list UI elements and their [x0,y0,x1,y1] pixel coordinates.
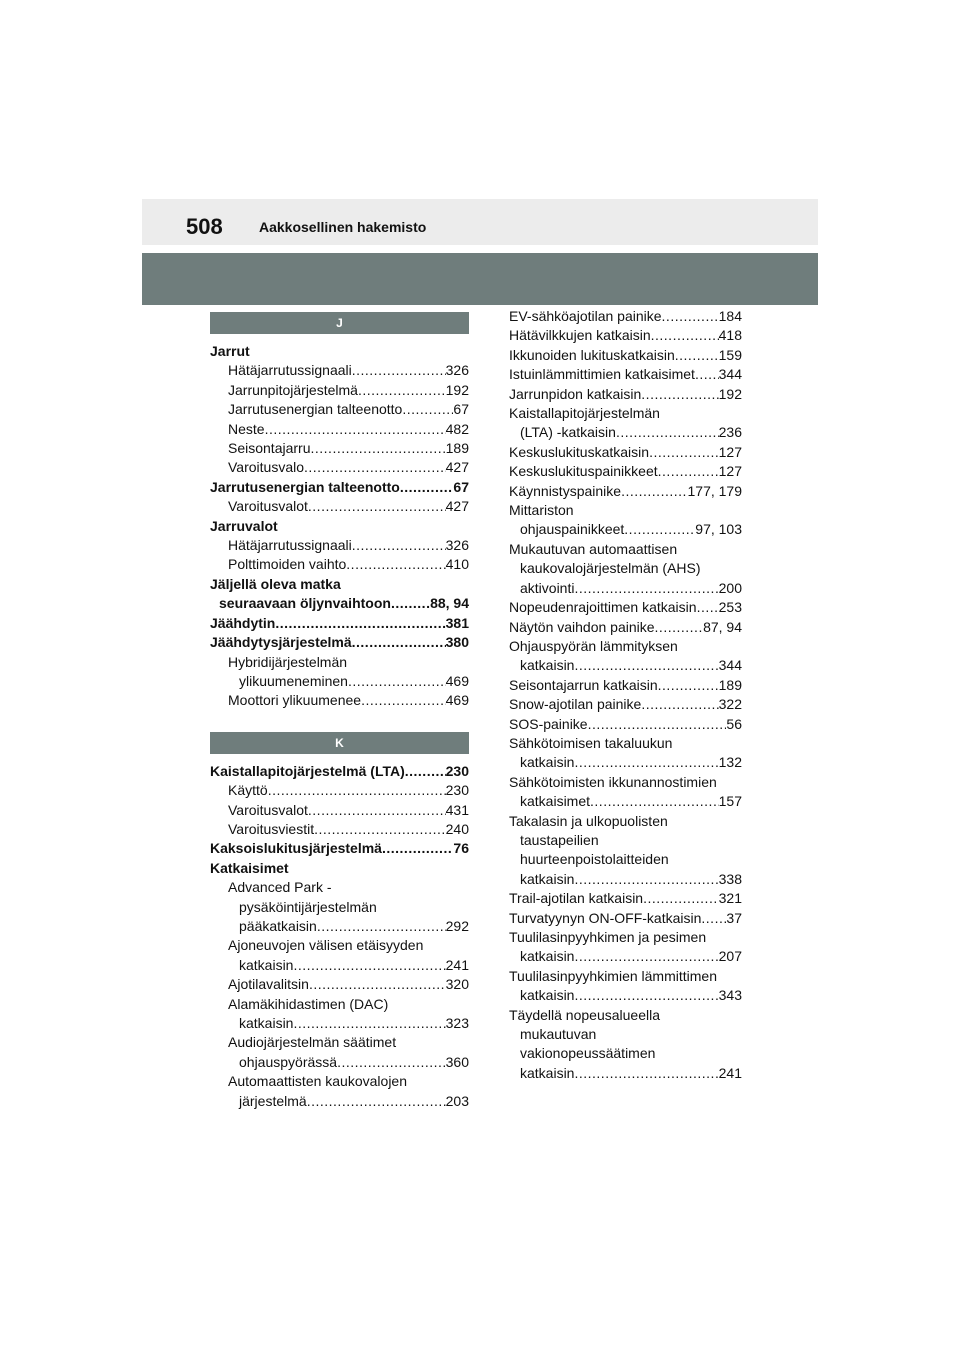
index-entry [509,967,742,986]
index-entry [509,1064,742,1083]
index-entry-term: katkaisin [520,870,575,887]
index-entry-term: katkaisin [520,1064,575,1081]
index-entry [210,517,469,536]
index-entry [509,598,742,617]
index-entry-term: huurteenpoistolaitteiden [520,851,669,868]
index-entry [509,792,742,811]
leader-dots [658,676,719,695]
index-entry-term: Jarruvalot [210,517,278,534]
index-entry [509,753,742,772]
index-entry [210,478,469,497]
leader-dots [621,482,687,501]
index-entry-page: 431 [445,801,469,818]
index-entry-term: katkaisin [520,987,575,1004]
index-entry-term: ohjauspainikkeet [520,521,625,538]
index-entry [509,909,742,928]
index-entry-page: 56 [726,715,742,732]
index-entry-page: 88, 94 [430,595,469,612]
index-entry [210,420,469,439]
leader-dots [662,307,719,326]
index-entry-page: 127 [718,463,742,480]
index-entry-term: Kaistallapitojärjestelmä (LTA) [210,762,405,779]
index-entry-term: Tuulilasinpyyhkimien lämmittimen [509,967,717,984]
index-entry-page: 67 [453,478,469,495]
leader-dots [402,400,453,419]
leader-dots [337,1053,446,1072]
index-entry [210,1092,469,1111]
index-column-right [509,307,742,1083]
leader-dots [641,695,718,714]
index-entry [509,501,742,520]
index-entry-term: Näytön vaihdon painike [509,618,655,635]
index-entry-term: seuraavaan öljynvaihtoon [219,595,391,612]
index-entry [210,439,469,458]
index-entry-page: 360 [445,1053,469,1070]
index-entry [509,850,742,869]
index-entry [509,559,742,578]
index-entry-page: 323 [445,1015,469,1031]
index-entry-page: 292 [445,917,469,934]
index-entry-page: 192 [445,381,469,398]
index-entry-page: 200 [718,579,742,596]
section-gap [210,711,469,732]
index-entry-term: Jarrunpidon katkaisin [509,385,642,402]
index-entry-term: Ohjauspyörän lämmityksen [509,637,678,654]
index-entry-term: Hätäjarrutussignaali [228,537,352,554]
index-entry [509,385,742,404]
leader-dots [643,889,719,908]
index-entry-page: 189 [445,440,469,457]
index-entry-term: Jarrutusenergian talteenotto [210,478,400,495]
index-entry-page: 418 [718,327,742,344]
index-entry [509,947,742,966]
index-entry [210,633,469,652]
index-entry [210,762,469,781]
index-entry-term: pysäköintijärjestelmän [239,898,377,915]
index-entry-term: Ajoneuvojen välisen etäisyyden [228,937,424,954]
page-title: Aakkosellinen hakemisto [259,219,427,235]
leader-dots [308,497,446,516]
leader-dots [588,715,727,734]
index-entry-term: katkaisin [239,956,294,973]
index-entry-term: Seisontajarru [228,440,311,457]
index-entry [210,781,469,800]
index-entry-term: Seisontajarrun katkaisin [509,676,658,693]
index-entry-page: 321 [718,890,742,907]
index-entry-page: 177, 179 [687,482,742,499]
index-entry [210,917,469,936]
index-entry [210,975,469,994]
index-entry [210,1072,469,1091]
index-entry-term: Audiojärjestelmän säätimet [228,1034,397,1051]
index-entry-page: 189 [718,676,742,693]
index-entry-page: 381 [445,614,469,631]
index-entry-term: Hätävilkkujen katkaisin [509,327,651,344]
index-entry-term: Mukautuvan automaattisen [509,540,678,557]
index-entry [210,898,469,917]
index-entry-page: 203 [445,1092,469,1109]
index-entry [210,1014,469,1033]
index-entry-term: SOS-painike [509,715,588,732]
index-entry-page: 326 [445,362,469,379]
index-entry [509,928,742,947]
index-entry-page: 380 [445,634,469,651]
page-number: 508 [186,214,223,239]
index-entry-term: Turvatyynyn ON-OFF-katkaisin [509,909,702,926]
leader-dots [361,691,446,710]
index-entry-page: 241 [718,1064,742,1081]
index-entry-page: 326 [445,537,469,554]
index-entry [509,1044,742,1063]
index-entry [210,614,469,633]
index-entry [210,555,469,574]
index-entry-page: 230 [445,762,469,779]
index-entry-page: 132 [718,754,742,771]
leader-dots [574,947,718,966]
leader-dots [308,801,446,820]
section-letter-heading: K [210,732,469,754]
index-entry-page: 76 [453,840,469,857]
leader-dots [307,1092,446,1111]
index-entry [509,307,742,326]
index-entry [509,676,742,695]
index-entry [509,870,742,889]
index-entry [509,346,742,365]
index-entry [509,443,742,462]
index-entry [210,995,469,1014]
index-entry-page: 37 [726,909,742,926]
index-entry [210,801,469,820]
leader-dots [697,598,719,617]
leader-dots [405,762,446,781]
index-entry-term: Advanced Park - [228,879,332,896]
index-entry [509,831,742,850]
leader-dots [658,462,719,481]
index-entry-page: 343 [718,987,742,1004]
index-entry-term: taustapeilien [520,831,599,848]
index-entry-term: Polttimoiden vaihto [228,556,347,573]
index-entry-term: Jäähdytin [210,614,276,631]
leader-dots [574,579,718,598]
leader-dots [348,672,446,691]
index-entry-term: Käyttö [228,782,268,799]
index-entry-page: 67 [453,401,469,418]
index-entry [210,400,469,419]
index-entry-term: Jarrutusenergian talteenotto [228,401,403,418]
index-entry [509,734,742,753]
index-entry-term: Hybridijärjestelmän [228,653,348,670]
index-entry [509,1025,742,1044]
index-entry [210,497,469,516]
index-entry-term: Varoitusvalot [228,498,308,515]
index-entry [509,1006,742,1025]
index-entry [509,326,742,345]
index-entry [210,653,469,672]
leader-dots [309,975,446,994]
index-entry [210,458,469,477]
index-entry-page: 427 [445,498,469,515]
index-entry [210,691,469,710]
index-entry [210,956,469,975]
index-entry-term: järjestelmä [239,1092,307,1109]
index-column-left [210,312,469,1111]
leader-dots [352,633,446,652]
leader-dots [624,520,695,539]
leader-dots [675,346,719,365]
index-entry-term: kaukovalojärjestelmän (AHS) [520,560,701,577]
index-entry-term: mukautuvan [520,1026,597,1043]
index-entry [509,986,742,1005]
section-letter-heading: J [210,312,469,334]
index-entry-page: 469 [445,692,469,709]
leader-dots [314,820,446,839]
index-entry [210,1053,469,1072]
index-entry-term: Tuulilasinpyyhkimen ja pesimen [509,929,707,945]
index-entry-term: Jarrut [210,343,250,359]
index-entry-page: 192 [718,385,742,402]
index-entry [210,342,469,361]
index-entry [210,820,469,839]
leader-dots [574,753,718,772]
leader-dots [358,381,446,400]
leader-dots [574,656,718,675]
index-entry [509,520,742,539]
index-entry [210,672,469,691]
leader-dots [695,365,719,384]
leader-dots [649,443,719,462]
header-band [142,253,818,305]
index-entry-term: Kaksoislukitusjärjestelmä [210,840,382,857]
index-entry-term: Keskuslukituskatkaisin [509,443,650,460]
page-header-bar [142,199,818,245]
index-entry-term: Ajotilavalitsin [228,976,309,993]
leader-dots [346,555,445,574]
index-entry [509,695,742,714]
leader-dots [574,870,718,889]
index-entry [509,540,742,559]
index-entry-term: Varoitusvalot [228,801,308,818]
index-entry-term: EV-sähköajotilan painike [509,308,662,324]
index-entry-term: Alamäkihidastimen (DAC) [228,995,389,1012]
leader-dots [265,420,446,439]
leader-dots [311,439,446,458]
index-entry-term: Sähkötoimisten ikkunannostimien [509,773,717,790]
leader-dots [616,423,719,442]
index-entry-term: katkaisimet [520,793,591,810]
index-entry-term: Hätäjarrutussignaali [228,362,352,379]
index-entry [509,715,742,734]
index-entry-page: 157 [718,793,742,810]
index-entry [509,365,742,384]
index-entry-term: (LTA) -katkaisin [520,424,616,441]
leader-dots [304,458,446,477]
index-entry-term: Istuinlämmittimien katkaisimet [509,366,695,383]
index-entry [509,423,742,442]
index-entry-term: Varoitusvalo [228,459,305,476]
index-entry [509,462,742,481]
index-entry-page: 159 [718,346,742,363]
leader-dots [293,1014,445,1033]
leader-dots [382,839,453,858]
leader-dots [317,917,446,936]
leader-dots [293,956,445,975]
index-entry [210,575,469,594]
index-entry-term: Moottori ylikuumenee [228,692,362,709]
index-entry-page: 184 [718,308,742,324]
leader-dots [400,478,454,497]
index-entry-term: aktivointi [520,579,575,596]
index-entry-page: 469 [445,672,469,689]
index-entry-page: 97, 103 [695,521,742,538]
index-entry [509,889,742,908]
index-entry [509,656,742,675]
index-entry-page: 427 [445,459,469,476]
leader-dots [574,1064,718,1083]
leader-dots [352,536,446,555]
index-entry [509,812,742,831]
index-entry-term: katkaisin [520,657,575,674]
index-entry-term: Takalasin ja ulkopuolisten [509,812,668,829]
index-entry-term: ohjauspyörässä [239,1053,338,1070]
index-entry-term: katkaisin [520,948,575,965]
index-entry-page: 253 [718,599,742,616]
index-entry-term: Trail-ajotilan katkaisin [509,890,644,907]
index-entry-page: 241 [445,956,469,973]
index-entry [210,536,469,555]
index-entry [210,878,469,897]
index-entry-page: 207 [718,948,742,965]
index-entry [210,1033,469,1052]
index-entry-term: Täydellä nopeusalueella [509,1006,660,1023]
index-entry-term: Keskuslukituspainikkeet [509,463,658,480]
leader-dots [701,909,726,928]
index-entry-page: 322 [718,696,742,713]
index-entry-term: Ikkunoiden lukituskatkaisin [509,346,675,363]
index-entry-term: Jäljellä oleva matka [210,575,341,592]
index-entry-page: 127 [718,443,742,460]
leader-dots [641,385,718,404]
leader-dots [391,594,430,613]
index-entry-term: vakionopeussäätimen [520,1045,656,1062]
index-entry-term: pääkatkaisin [239,917,317,934]
leader-dots [655,618,704,637]
index-entry [210,839,469,858]
index-entry-page: 482 [445,420,469,437]
index-entry-term: Nopeudenrajoittimen katkaisin [509,599,697,616]
leader-dots [651,326,719,345]
index-entry-page: 320 [445,976,469,993]
index-entry [509,404,742,423]
index-entry-term: Neste [228,420,265,437]
index-entry [509,618,742,637]
index-entry-page: 344 [718,657,742,674]
leader-dots [352,361,446,380]
index-entry-page: 344 [718,366,742,383]
index-entry-term: Varoitusviestit [228,820,315,837]
index-entry-term: Sähkötoimisen takaluukun [509,734,673,751]
index-entry-page: 410 [445,556,469,573]
leader-dots [590,792,719,811]
index-entry [210,859,469,878]
index-entry-page: 230 [445,782,469,799]
index-entry-term: ylikuumeneminen [239,672,348,689]
index-entry-term: Mittariston [509,502,574,519]
index-entry-term: Jäähdytysjärjestelmä [210,634,352,651]
leader-dots [275,614,445,633]
index-entry [509,579,742,598]
index-entry-page: 87, 94 [703,618,742,635]
index-entry-page: 338 [718,870,742,887]
index-entry-term: Katkaisimet [210,859,289,876]
index-entry [210,381,469,400]
index-entry-page: 240 [445,820,469,837]
index-entry [509,482,742,501]
index-entry-term: Kaistallapitojärjestelmän [509,405,660,422]
index-entry [210,936,469,955]
index-entry [210,361,469,380]
index-entry-term: katkaisin [520,754,575,771]
index-entry-page: 236 [718,424,742,441]
index-entry-term: Käynnistyspainike [509,482,622,499]
index-entry-term: katkaisin [239,1015,294,1031]
index-entry-term: Automaattisten kaukovalojen [228,1073,407,1090]
index-entry [509,773,742,792]
leader-dots [574,986,718,1005]
index-entry [509,637,742,656]
index-entry-term: Jarrunpitojärjestelmä [228,381,358,398]
index-entry-term: Snow-ajotilan painike [509,696,642,713]
leader-dots [268,781,446,800]
index-entry [210,594,469,613]
